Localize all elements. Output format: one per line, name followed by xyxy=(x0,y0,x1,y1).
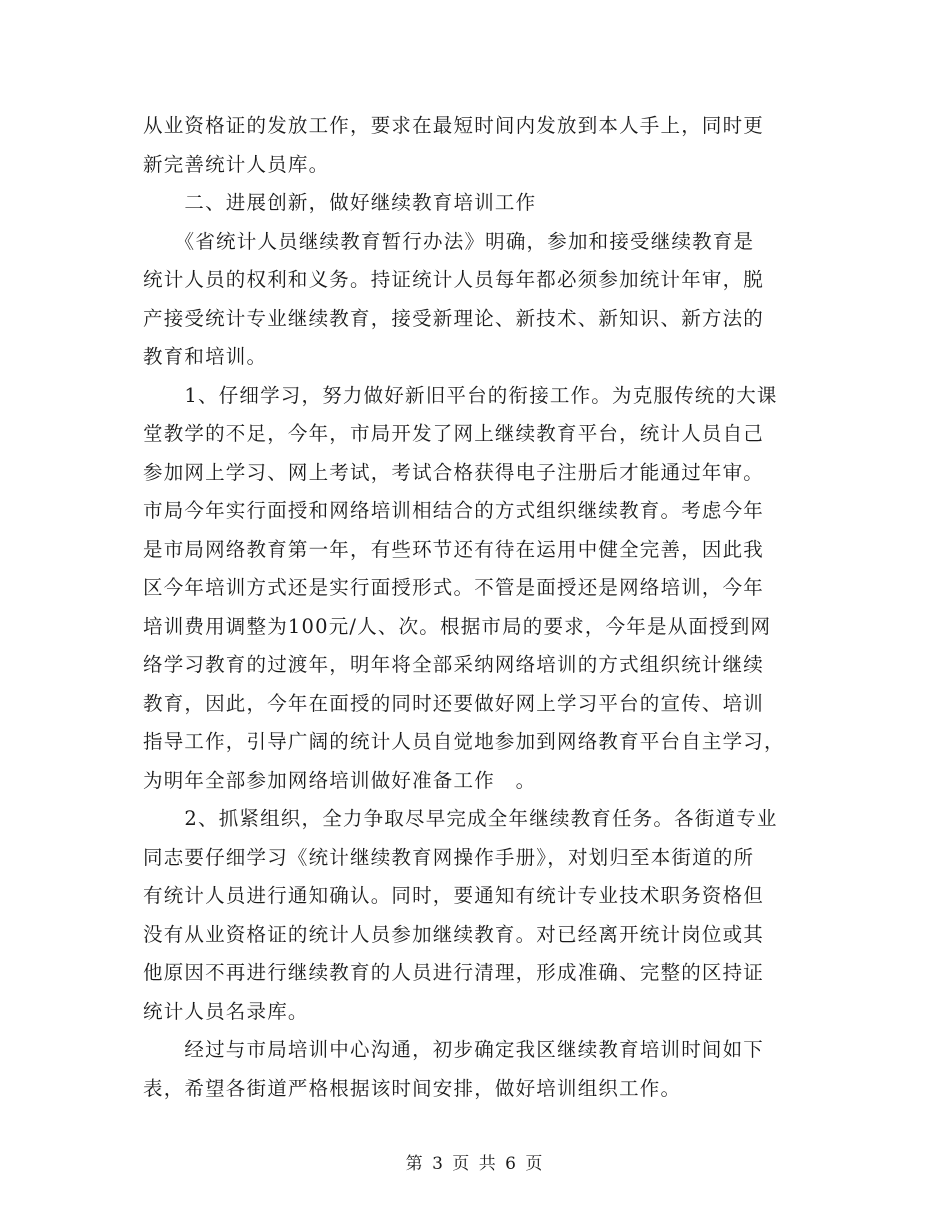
text-line: 指导工作，引导广阔的统计人员自觉地参加到网络教育平台自主学习， xyxy=(143,730,785,753)
text-line: 他原因不再进行继续教育的人员进行清理，形成准确、完整的区持证 xyxy=(143,961,765,984)
text-line: 产接受统计专业继续教育，接受新理论、新技术、新知识、新方法的 xyxy=(143,306,765,330)
text-line: 参加网上学习、网上考试，考试合格获得电子注册后才能通过年审。 xyxy=(143,460,765,484)
text-line: 新完善统计人员库。 xyxy=(143,152,330,176)
text-line: 《省统计人员继续教育暂行办法》明确，参加和接受继续教育是 xyxy=(143,229,755,253)
text-line: 二、进展创新，做好继续教育培训工作 xyxy=(143,191,537,214)
paragraph-6 xyxy=(143,1031,811,1108)
text-line: 培训费用调整为100元/人、次。根据市局的要求，今年是从面授到网 xyxy=(143,614,772,638)
text-line: 统计人员的权利和义务。持证统计人员每年都必须参加统计年审，脱 xyxy=(143,268,765,291)
paragraph-3 xyxy=(143,223,811,377)
text-line: 经过与市局培训中心沟通，初步确定我区继续教育培训时间如下 xyxy=(143,1038,765,1061)
text-line: 市局今年实行面授和网络培训相结合的方式组织继续教育。考虑今年 xyxy=(143,499,765,522)
text-line: 1、仔细学习，努力做好新旧平台的衔接工作。为克服传统的大课 xyxy=(143,383,778,407)
text-line: 有统计人员进行通知确认。同时，要通知有统计专业技术职务资格但 xyxy=(143,884,765,907)
document-body xyxy=(143,107,811,1108)
text-line: 为明年全部参加网络培训做好准备工作 。 xyxy=(143,768,537,792)
text-line: 堂教学的不足，今年，市局开发了网上继续教育平台，统计人员自己 xyxy=(143,422,765,445)
text-line: 2、抓紧组织，全力争取尽早完成全年继续教育任务。各街道专业 xyxy=(143,807,778,830)
text-line: 络学习教育的过渡年，明年将全部采纳网络培训的方式组织统计继续 xyxy=(143,653,765,676)
text-line: 表，希望各街道严格根据该时间安排，做好培训组织工作。 xyxy=(143,1076,682,1100)
text-line: 从业资格证的发放工作，要求在最短时间内发放到本人手上，同时更 xyxy=(143,114,765,137)
page-number: 第 3 页 共 6 页 xyxy=(405,1154,545,1174)
text-line: 没有从业资格证的统计人员参加继续教育。对已经离开统计岗位或其 xyxy=(143,922,765,946)
text-line: 同志要仔细学习《统计继续教育网操作手册》，对划归至本街道的所 xyxy=(143,845,755,869)
text-line: 区今年培训方式还是实行面授形式。不管是面授还是网络培训，今年 xyxy=(143,576,765,599)
paragraph-5 xyxy=(143,800,811,1031)
paragraph-1 xyxy=(143,107,811,184)
text-line: 是市局网络教育第一年，有些环节还有待在运用中健全完善，因此我 xyxy=(143,537,765,561)
text-line: 统计人员名录库。 xyxy=(143,999,309,1023)
section-heading xyxy=(143,184,811,223)
text-line: 教育，因此，今年在面授的同时还要做好网上学习平台的宣传、培训 xyxy=(143,691,765,715)
paragraph-4 xyxy=(143,377,811,801)
text-line: 教育和培训。 xyxy=(143,345,268,368)
